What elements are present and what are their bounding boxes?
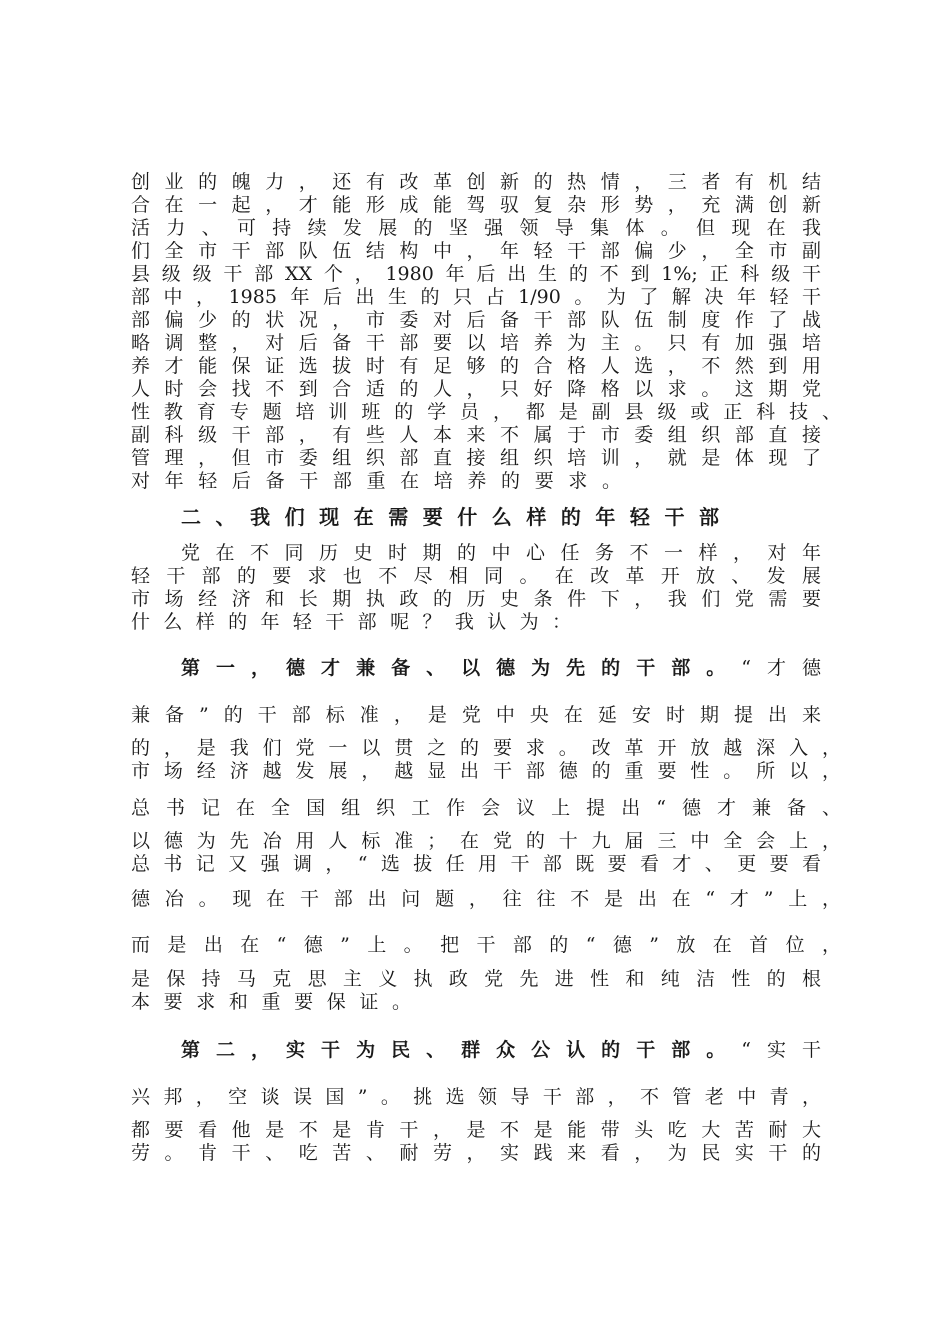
text-line: 什么样的年轻干部呢？我认为： xyxy=(131,611,571,633)
text-line: 都要看他是不是肯干，是不是能带头吃大苦耐大 xyxy=(131,1119,821,1141)
text-line: 管理，但市委组织部直接组织培训，就是体现了 xyxy=(131,447,821,469)
point-heading-first xyxy=(181,657,821,680)
text-line: 德冶。现在干部出问题，往往不是出在“才”上， xyxy=(131,888,841,910)
text-line: 性教育专题培训班的学员，都是副县级或正科技、 xyxy=(131,401,841,423)
text-line: 劳。肯干、吃苦、耐劳，实践来看，为民实干的 xyxy=(131,1142,821,1164)
text-line: 以德为先冶用人标准；在党的十九届三中全会上， xyxy=(131,830,841,852)
text-line: 总书记在全国组织工作会议上提出“德才兼备、 xyxy=(131,797,841,819)
text-line: 县级级干部XX个，1980年后出生的不到1%;正科级干 xyxy=(131,263,821,285)
text-line: 合在一起，才能形成能驾驭复杂形势，充满创新 xyxy=(131,194,821,216)
text-line: 创业的魄力，还有改革创新的热情，三者有机结 xyxy=(131,171,821,193)
section-heading: 二、我们现在需要什么样的年轻干部 xyxy=(181,505,721,529)
text-line: 副科级干部，有些人本来不属于市委组织部直接 xyxy=(131,424,821,446)
text-line: 部中，1985年后出生的只占1/90。为了解决年轻干 xyxy=(131,286,821,308)
text-line: 市场经济越发展，越显出干部德的重要性。所以， xyxy=(131,760,841,782)
point-quote-start: “实干 xyxy=(741,1039,821,1061)
text-line: 轻干部的要求也不尽相同。在改革开放、发展 xyxy=(131,565,821,587)
text-line: 们全市干部队伍结构中，年轻干部偏少，全市副 xyxy=(131,240,821,262)
text-line: 本要求和重要保证。 xyxy=(131,991,411,1013)
point-title: 第一，德才兼备、以德为先的干部。 xyxy=(181,657,742,679)
text-line: 养才能保证选拔时有足够的合格人选，不然到用 xyxy=(131,355,821,377)
text-line: 总书记又强调，“选拔任用干部既要看才、更要看 xyxy=(131,853,821,875)
text-line: 兴邦，空谈误国”。挑选领导干部，不管老中青， xyxy=(131,1086,821,1108)
point-title: 第二，实干为民、群众公认的干部。 xyxy=(181,1039,742,1061)
point-quote-start: “才德 xyxy=(741,657,821,679)
text-line: 的，是我们党一以贯之的要求。改革开放越深入， xyxy=(131,737,841,759)
text-line: 人时会找不到合适的人，只好降格以求。这期党 xyxy=(131,378,821,400)
text-line: 党在不同历史时期的中心任务不一样，对年 xyxy=(181,542,821,564)
text-line: 对年轻后备干部重在培养的要求。 xyxy=(131,470,621,492)
text-line: 市场经济和长期执政的历史条件下，我们党需要 xyxy=(131,588,821,610)
text-line: 部偏少的状况，市委对后备干部队伍制度作了战 xyxy=(131,309,821,331)
point-heading-second xyxy=(181,1039,821,1062)
text-line: 是保持马克思主义执政党先进性和纯洁性的根 xyxy=(131,968,821,990)
text-line: 兼备”的干部标准，是党中央在延安时期提出来 xyxy=(131,704,821,726)
text-line: 略调整，对后备干部要以培养为主。只有加强培 xyxy=(131,332,821,354)
text-line: 而是出在“德”上。把干部的“德”放在首位， xyxy=(131,934,841,956)
text-line: 活力、可持续发展的坚强领导集体。但现在我 xyxy=(131,217,821,239)
